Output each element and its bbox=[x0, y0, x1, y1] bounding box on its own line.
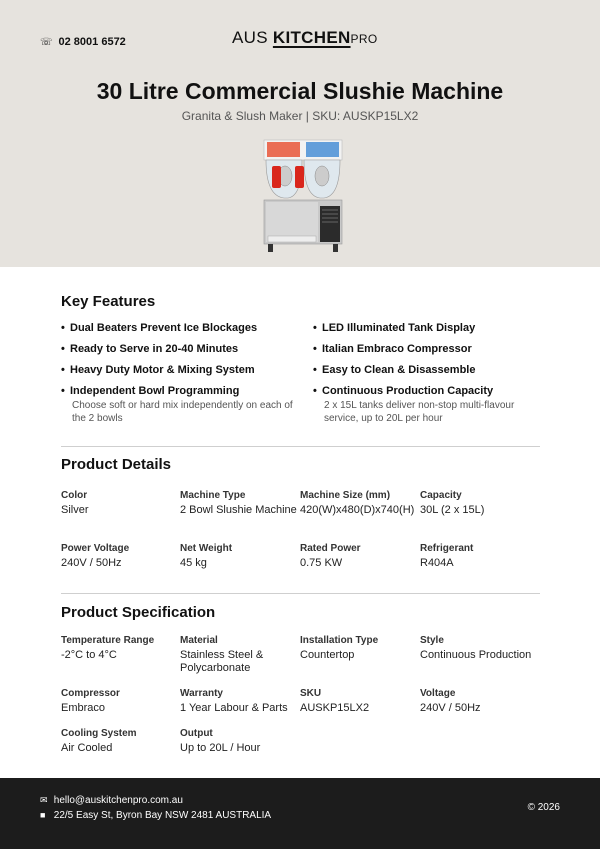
spec-cell bbox=[300, 543, 418, 570]
feature-description: Choose soft or hard mix independently on each of the 2 bowls bbox=[72, 400, 293, 424]
page-subtitle: Granita & Slush Maker | SKU: AUSKP15LX2 bbox=[181, 109, 419, 123]
product-specification-heading: Product Specification bbox=[61, 604, 216, 621]
feature-title: LED Illuminated Tank Display bbox=[322, 322, 476, 334]
feature-title: Italian Embraco Compressor bbox=[322, 343, 472, 355]
feature-item bbox=[61, 364, 296, 376]
spec-value: 240V / 50Hz bbox=[420, 702, 481, 714]
address-text: 22/5 Easy St, Byron Bay NSW 2481 AUSTRALIA bbox=[53, 810, 272, 821]
spec-label: Machine Size (mm) bbox=[300, 490, 391, 501]
footer-email[interactable] bbox=[40, 795, 183, 806]
spec-label: Rated Power bbox=[300, 543, 361, 554]
spec-label: Material bbox=[180, 635, 218, 646]
spec-cell bbox=[180, 688, 298, 715]
feature-title: Easy to Clean & Disassemble bbox=[322, 364, 476, 376]
spec-cell bbox=[180, 543, 298, 570]
footer-copyright: © 2026 bbox=[527, 802, 560, 813]
spec-value: Silver bbox=[61, 504, 89, 516]
feature-item bbox=[61, 343, 296, 355]
feature-item bbox=[313, 385, 548, 425]
spec-label: Compressor bbox=[61, 688, 120, 699]
spec-cell bbox=[300, 688, 418, 715]
email-text: hello@auskitchenpro.com.au bbox=[53, 795, 183, 806]
spec-label: Color bbox=[61, 490, 88, 501]
spec-value: Air Cooled bbox=[61, 742, 113, 754]
spec-label: Output bbox=[180, 728, 213, 739]
bullet-icon: • bbox=[61, 364, 65, 376]
spec-value: R404A bbox=[420, 557, 454, 569]
spec-cell bbox=[420, 688, 538, 715]
spec-label: Voltage bbox=[420, 688, 456, 699]
spec-value: Embraco bbox=[61, 702, 106, 714]
spec-value: 240V / 50Hz bbox=[61, 557, 122, 569]
spec-cell bbox=[420, 635, 538, 662]
feature-item bbox=[61, 322, 296, 334]
logo-suffix: PRO bbox=[350, 32, 378, 46]
spec-label: Style bbox=[420, 635, 444, 646]
spec-label: Capacity bbox=[420, 490, 462, 501]
feature-item bbox=[313, 322, 548, 334]
brand-logo[interactable] bbox=[232, 28, 377, 48]
spec-cell bbox=[180, 728, 298, 755]
spec-label: Net Weight bbox=[180, 543, 233, 554]
spec-value: 0.75 KW bbox=[300, 557, 343, 569]
divider bbox=[61, 593, 540, 594]
feature-title: Dual Beaters Prevent Ice Blockages bbox=[70, 322, 258, 334]
spec-value: AUSKP15LX2 bbox=[300, 702, 370, 714]
feature-description: 2 x 15L tanks deliver non-stop multi-flavour service, up to 20L per hour bbox=[324, 400, 515, 424]
hero-banner bbox=[0, 0, 600, 267]
spec-value: 1 Year Labour & Parts bbox=[180, 702, 288, 714]
spec-cell bbox=[420, 543, 538, 570]
spec-cell bbox=[300, 635, 418, 662]
feature-item bbox=[313, 343, 548, 355]
spec-value: Stainless Steel & Polycarbonate bbox=[180, 649, 264, 674]
feature-title: Continuous Production Capacity bbox=[322, 385, 494, 397]
spec-value: Up to 20L / Hour bbox=[180, 742, 261, 754]
footer bbox=[0, 778, 600, 849]
spec-value: Countertop bbox=[300, 649, 355, 661]
spec-cell bbox=[61, 635, 179, 662]
feature-item bbox=[61, 385, 296, 425]
spec-label: Power Voltage bbox=[61, 543, 130, 554]
slushie-machine-image bbox=[258, 136, 348, 256]
spec-value: Continuous Production bbox=[420, 649, 532, 661]
spec-cell bbox=[180, 635, 298, 675]
spec-label: Cooling System bbox=[61, 728, 137, 739]
logo-prefix: AUS bbox=[232, 28, 268, 47]
feature-title: Independent Bowl Programming bbox=[70, 385, 240, 397]
spec-label: Refrigerant bbox=[420, 543, 474, 554]
email-icon: ✉ bbox=[40, 795, 48, 805]
key-features-heading: Key Features bbox=[61, 293, 156, 310]
spec-label: Warranty bbox=[180, 688, 223, 699]
divider bbox=[61, 446, 540, 447]
spec-label: Temperature Range bbox=[61, 635, 155, 646]
footer-address bbox=[40, 810, 271, 821]
spec-cell bbox=[61, 490, 179, 517]
bullet-icon: • bbox=[61, 343, 65, 355]
spec-cell bbox=[180, 490, 298, 517]
phone-contact[interactable] bbox=[40, 36, 126, 48]
bullet-icon: • bbox=[313, 322, 317, 334]
bullet-icon: • bbox=[313, 364, 317, 376]
spec-cell bbox=[61, 688, 179, 715]
bullet-icon: • bbox=[313, 385, 317, 397]
spec-value: 420(W)x480(D)x740(H) bbox=[300, 504, 415, 516]
spec-cell bbox=[61, 728, 179, 755]
logo-main: KITCHEN bbox=[272, 28, 351, 47]
spec-value: 2 Bowl Slushie Machine bbox=[180, 504, 297, 516]
spec-label: Installation Type bbox=[300, 635, 379, 646]
spec-cell bbox=[300, 490, 418, 517]
spec-label: SKU bbox=[300, 688, 322, 699]
spec-value: -2°C to 4°C bbox=[61, 649, 117, 661]
spec-label: Machine Type bbox=[180, 490, 246, 501]
page-title: 30 Litre Commercial Slushie Machine bbox=[96, 78, 504, 104]
spec-value: 45 kg bbox=[180, 557, 207, 569]
feature-title: Ready to Serve in 20-40 Minutes bbox=[70, 343, 239, 355]
location-icon: ■ bbox=[40, 810, 46, 820]
spec-value: 30L (2 x 15L) bbox=[420, 504, 485, 516]
phone-number: 02 8001 6572 bbox=[58, 36, 126, 48]
bullet-icon: • bbox=[313, 343, 317, 355]
phone-icon: ☏ bbox=[40, 36, 53, 48]
bullet-icon: • bbox=[61, 322, 65, 334]
product-details-heading: Product Details bbox=[61, 456, 172, 473]
spec-cell bbox=[420, 490, 538, 517]
feature-item bbox=[313, 364, 548, 376]
spec-cell bbox=[61, 543, 179, 570]
feature-title: Heavy Duty Motor & Mixing System bbox=[70, 364, 255, 376]
bullet-icon: • bbox=[61, 385, 65, 397]
